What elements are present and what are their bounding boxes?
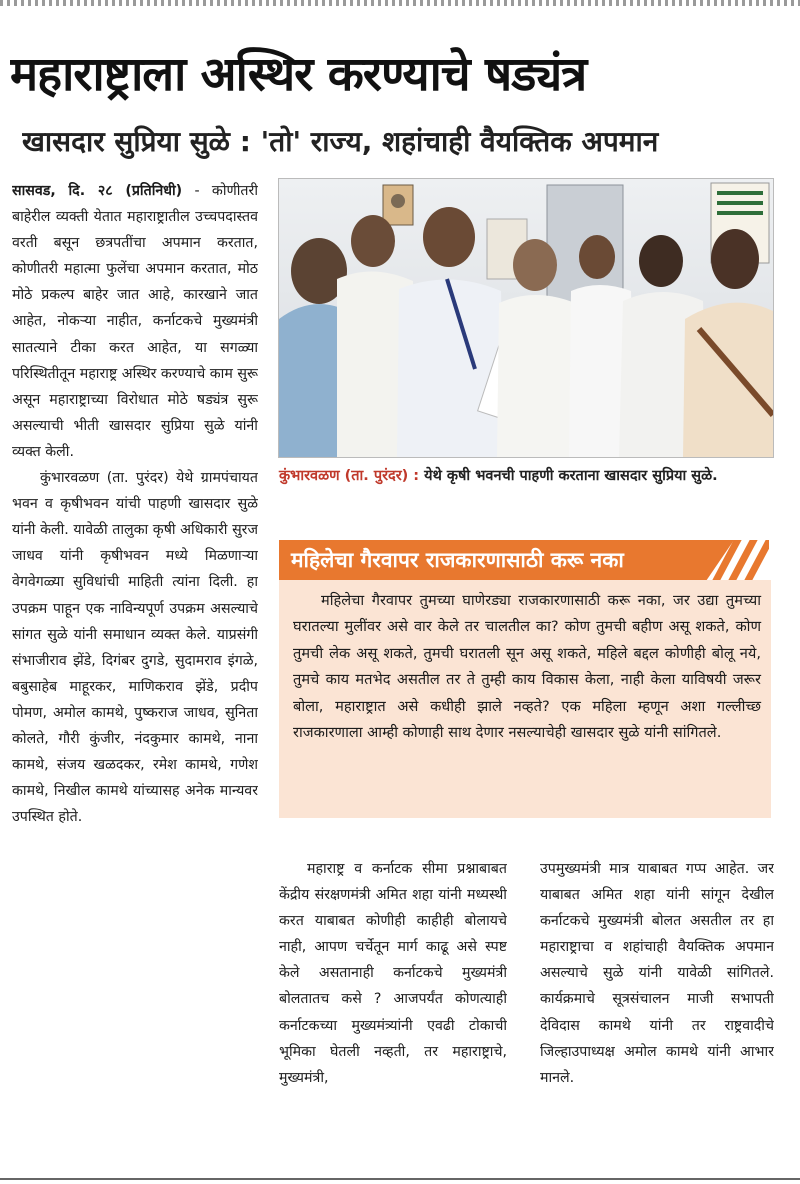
article-column-2 [279, 856, 507, 1166]
bottom-rule [0, 1178, 800, 1180]
sidebar-box-banner [279, 540, 769, 580]
column-2-paragraph: महाराष्ट्र व कर्नाटक सीमा प्रश्नाबाबत केंद्रीय संरक्षणमंत्री अमित शहा यांनी मध्यस्थी करत याबाबत कोणीही काहीही बोलायचे नाही, आपण चर्चेतून मार्ग काढू असे स्पष्ट केले असतानाही कर्नाटकचे मुख्यमंत्री बोलतातच कसे ? आजपर्यंत कोणत्याही कर्नाटकच्या मुख्यमंत्र्यांनी एवढी टोकाची भूमिका घेतली नव्हती, तर महाराष्ट्राचे, मुख्यमंत्री, [279, 861, 507, 1086]
box-title: महिलेचा गैरवापर राजकारणासाठी करू नका [291, 548, 624, 572]
top-dotted-rule [0, 0, 800, 6]
caption-text: येथे कृषी भवनची पाहणी करताना खासदार सुप्रिया सुळे. [419, 468, 718, 484]
headline: महाराष्ट्राला अस्थिर करण्याचे षड्यंत्र [10, 47, 587, 102]
sidebar-box [279, 580, 771, 818]
dateline: सासवड, दि. २८ (प्रतिनिधी) [12, 183, 183, 199]
paragraph-1 [12, 178, 258, 465]
paragraph-1-text: - कोणीतरी बाहेरील व्यक्ती येतात महाराष्ट्रातील उच्चपदास्तव वरती बसून छत्रपतींचा अपमान करतात, कोणीतरी महात्मा फुलेंचा अपमान करतात, मोठ मोठे प्रकल्प बाहेर जात आहे, कारखाने जात आहेत, नोकऱ्या नाहीत, कर्नाटकचे मुख्यमंत्री सातत्याने टीका करत आहेत, या सगळ्या परिस्थितीतून महाराष्ट्र अस्थिर करण्याचे काम सुरू असून महाराष्ट्राच्या विरोधात मोठे षड्यंत्र सुरू असल्याची भीती खासदार सुप्रिया सुळे यांनी व्यक्त केली. [12, 183, 258, 460]
subheadline: खासदार सुप्रिया सुळे : 'तो' राज्य, शहांचाही वैयक्तिक अपमान [22, 125, 659, 158]
box-text [293, 588, 761, 746]
article-column-1 [12, 178, 258, 1168]
photo-illustration [279, 179, 773, 457]
photo-caption [279, 463, 779, 521]
article-column-3 [540, 856, 774, 1166]
news-photo [278, 178, 774, 458]
caption-place: कुंभारवळण (ता. पुरंदर) : [279, 468, 420, 484]
column-3-paragraph: उपमुख्यमंत्री मात्र याबाबत गप्प आहेत. जर याबाबत अमित शहा यांनी सांगून देखील कर्नाटकचे मुख्यमंत्री बोलत असतील तर हा महाराष्ट्राचा व शहांचाही वैयक्तिक अपमान असल्याचे सुळे यांनी यावेळी सांगितले. कार्यक्रमाचे सूत्रसंचालन माजी सभापती देविदास कामथे यांनी तर राष्ट्रवादीचे जिल्हाउपाध्यक्ष अमोल कामथे यांनी आभार मानले. [540, 861, 774, 1086]
box-paragraph: महिलेचा गैरवापर तुमच्या घाणेरड्या राजकारणासाठी करू नका, जर उद्या तुमच्या घरातल्या मुलींवर असे वार केले तर चालतील का? कोण तुमची बहीण असू शकते, कोण तुमची लेक असू शकते, तुमची घरातली सून असू शकते, महिले बद्दल कोणीही बोलू नये, तुमचे काय मतभेद असतील तर ते तुम्ही काय विकास केला, नाही केला याविषयी जरूर बोला, महाराष्ट्रात असे कधीही झाले नव्हते? एक महिला म्हणून अशा गल्लीच्छ राजकारणाला आम्ही कोणाही साथ देणार नसल्याचेही खासदार सुळे यांनी सांगितले. [293, 592, 761, 742]
paragraph-2: कुंभारवळण (ता. पुरंदर) येथे ग्रामपंचायत भवन व कृषीभवन यांची पाहणी खासदार सुळे यांनी केली. यावेळी तालुका कृषी अधिकारी सुरज जाधव यांनी कृषीभवन मध्ये मिळणाऱ्या वेगवेगळ्या सुविधांची माहिती त्यांना दिली. हा उपक्रम पाहून एक नाविन्यपूर्ण उपक्रम असल्याचे सांगत सुळे यांनी समाधान व्यक्त केले. याप्रसंगी संभाजीराव झेंडे, दिगंबर दुगडे, सुदामराव इंगळे, बबुसाहेब माहूरकर, माणिकराव झेंडे, प्रदीप पोमण, अमोल कामथे, पुष्कराज जाधव, सुनिता कोलते, गौरी कुंजीर, नंदकुमार कामथे, नाना कामथे, संजय खळदकर, रमेश कामथे, गणेश कामथे, निखील कामथे यांच्यासह अनेक मान्यवर उपस्थित होते. [12, 470, 258, 826]
